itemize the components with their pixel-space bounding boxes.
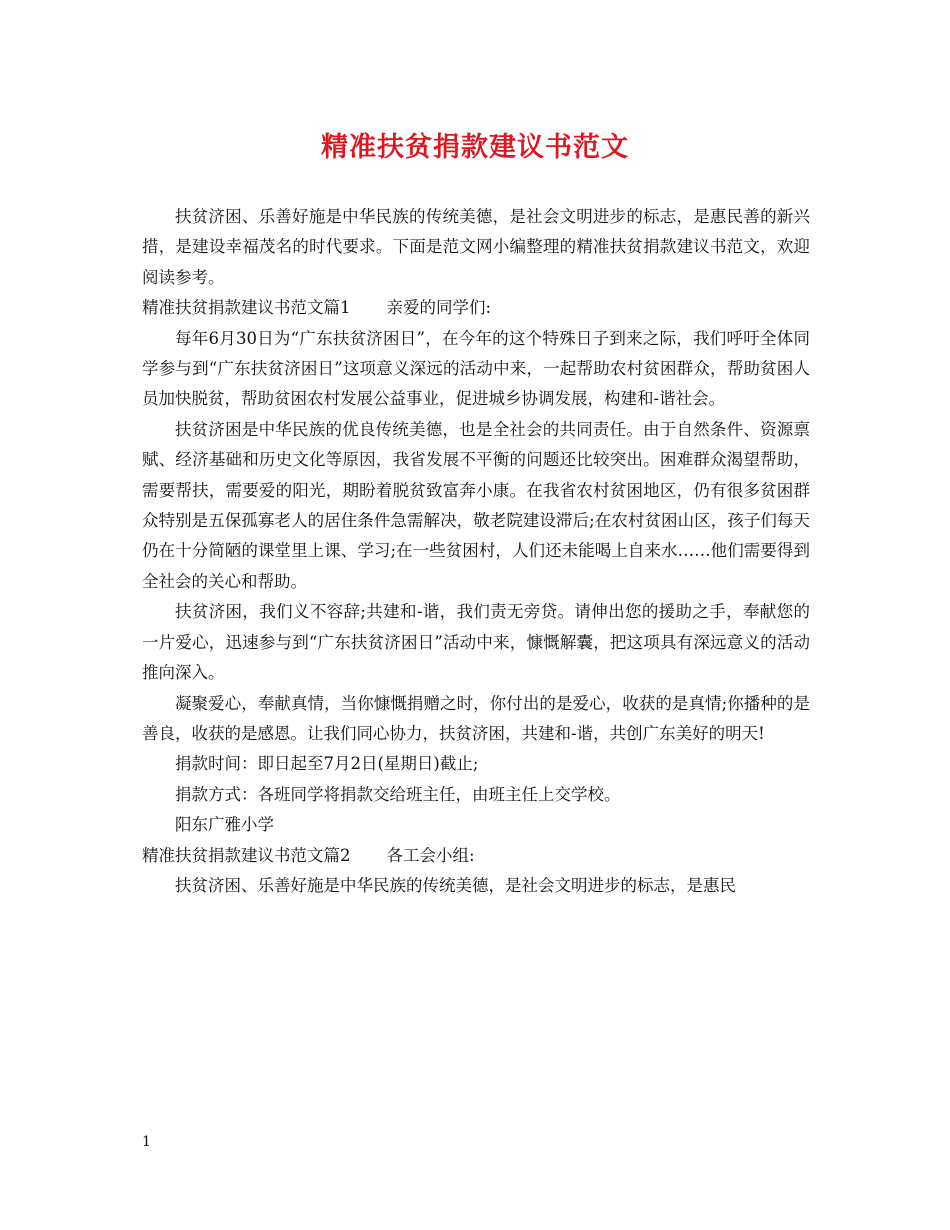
signature-school: 阳东广雅小学	[175, 815, 274, 835]
donation-method: 捐款方式：各班同学将捐款交给班主任，由班主任上交学校。	[175, 784, 621, 804]
section1-paragraph: 凝聚爱心，奉献真情，当你慷慨捐赠之时，你付出的是爱心，收获的是真情;你播种的是善良，收获的是感恩。让我们同心协力，扶贫济困，共建和-谐，共创广东美好的明天!	[142, 693, 810, 743]
section1-paragraph: 扶贫济困，我们义不容辞;共建和-谐，我们责无旁贷。请伸出您的援助之手，奉献您的一片爱心，迅速参与到“广东扶贫济困日”活动中来，慷慨解囊，把这项具有深远意义的活动推向深入。	[142, 602, 810, 683]
section2-heading: 精准扶贫捐款建议书范文篇2	[142, 845, 351, 865]
section1-heading: 精准扶贫捐款建议书范文篇1	[142, 298, 351, 318]
page-number: 1	[142, 1134, 151, 1150]
section1-salutation: 亲爱的同学们:	[386, 298, 492, 318]
section1-paragraph: 每年6月30日为“广东扶贫济困日”，在今年的这个特殊日子到来之际，我们呼吁全体同学参与到“广东扶贫济困日”这项意义深远的活动中来，一起帮助农村贫困群众，帮助贫困人员加快脱贫，帮助贫困农村发展公益事业，促进城乡协调发展，构建和-谐社会。	[142, 328, 810, 409]
section2-salutation: 各工会小组:	[386, 845, 475, 865]
section1-heading-line	[142, 293, 810, 323]
donation-time: 捐款时间：即日起至7月2日(星期日)截止;	[175, 754, 479, 774]
section2-heading-line	[142, 841, 810, 871]
section1-paragraph: 扶贫济困是中华民族的优良传统美德，也是全社会的共同责任。由于自然条件、资源禀赋、经济基础和历史文化等原因，我省发展不平衡的问题还比较突出。困难群众渴望帮助，需要帮扶，需要爱的阳光，期盼着脱贫致富奔小康。在我省农村贫困地区，仍有很多贫困群众特别是五保孤寡老人的居住条件急需解决，敬老院建设滞后;在农村贫困山区，孩子们每天仍在十分简陋的课堂里上课、学习;在一些贫困村，人们还未能喝上自来水……他们需要得到全社会的关心和帮助。	[142, 419, 810, 591]
section2-paragraph: 扶贫济困、乐善好施是中华民族的传统美德，是社会文明进步的标志，是惠民	[175, 875, 736, 895]
document-title: 精准扶贫捐款建议书范文	[321, 132, 629, 163]
intro-paragraph: 扶贫济困、乐善好施是中华民族的传统美德，是社会文明进步的标志，是惠民善的新兴措，是建设幸福茂名的时代要求。下面是范文网小编整理的精准扶贫捐款建议书范文，欢迎阅读参考。	[142, 207, 810, 287]
document-body	[142, 202, 810, 901]
